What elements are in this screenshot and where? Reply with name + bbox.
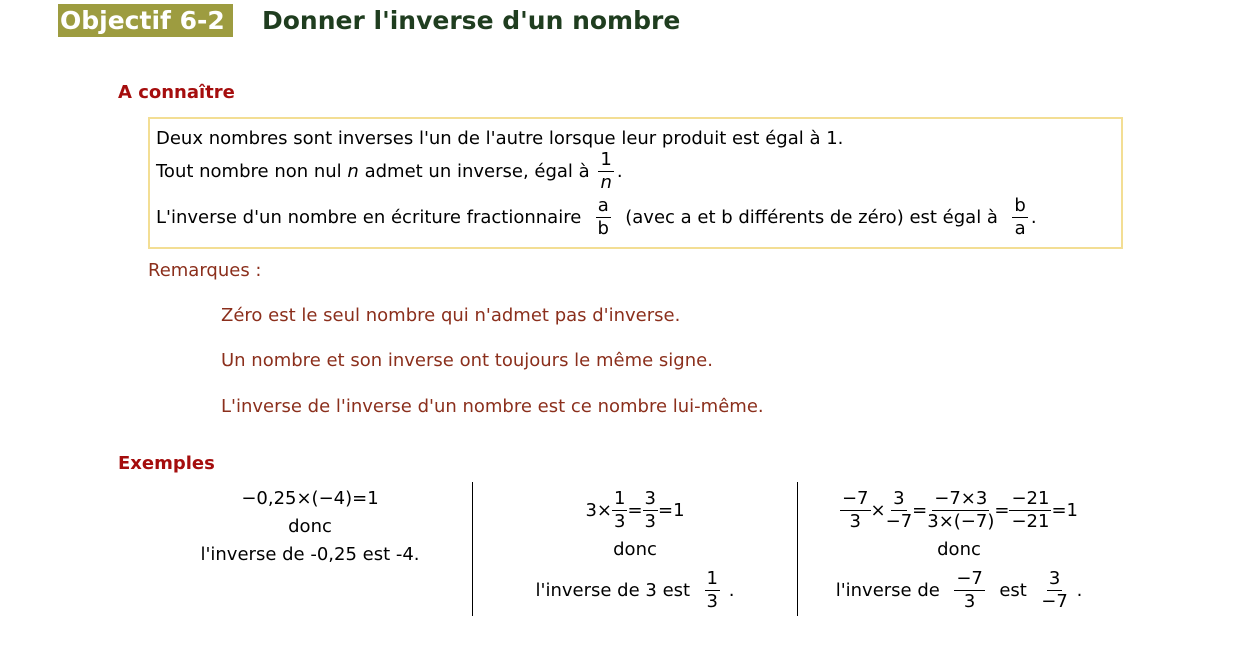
example-1-expression: −0,25×(−4)=1 <box>241 488 379 509</box>
fraction-numerator: a <box>597 194 609 216</box>
fraction-numerator: b <box>1014 194 1026 216</box>
fraction-a-over-b <box>596 194 611 239</box>
column-divider <box>472 482 473 616</box>
fraction <box>885 487 913 532</box>
fraction <box>954 567 985 612</box>
conclusion-period: . <box>728 579 735 601</box>
definition-box <box>148 117 1123 249</box>
line2-text-a: Tout nombre non nul <box>156 160 342 182</box>
objective-badge: Objectif 6-2 <box>58 4 233 37</box>
fraction-denominator: −7 <box>1041 590 1068 612</box>
fraction <box>840 487 871 532</box>
fraction-denominator: −7 <box>885 510 913 532</box>
expr-text: 3× <box>585 499 612 521</box>
example-3 <box>799 485 1119 615</box>
example-3-donc: donc <box>937 539 981 560</box>
column-divider <box>797 482 798 616</box>
fraction-numerator: 1 <box>706 567 718 589</box>
example-1-conclusion: l'inverse de -0,25 est -4. <box>200 544 420 565</box>
fraction-denominator: n <box>600 171 612 193</box>
expr-text: =1 <box>658 499 685 521</box>
fraction-denominator: −21 <box>1011 510 1050 532</box>
fraction-numerator: 1 <box>614 487 626 509</box>
line3-period: . <box>1030 206 1037 228</box>
example-3-conclusion <box>799 565 1119 615</box>
example-2-expression <box>474 485 796 535</box>
fraction-denominator: 3 <box>849 510 861 532</box>
example-1 <box>150 485 470 569</box>
conclusion-period: . <box>1076 579 1083 601</box>
fraction-denominator: 3×(−7) <box>927 510 995 532</box>
fraction-denominator: 3 <box>644 510 656 532</box>
equals-sign: = <box>627 499 643 521</box>
conclusion-text: l'inverse de 3 est <box>535 579 691 601</box>
fraction-denominator: 3 <box>706 590 718 612</box>
definition-line-3 <box>156 195 1037 239</box>
fraction-denominator: 3 <box>963 590 976 612</box>
expr-text: =1 <box>1051 499 1079 521</box>
example-2 <box>474 485 796 615</box>
fraction-numerator: −7×3 <box>934 487 988 509</box>
example-2-donc: donc <box>613 539 657 560</box>
remark-item: L'inverse de l'inverse d'un nombre est ce nombre lui-même. <box>221 396 764 417</box>
variable-n: n <box>347 160 359 182</box>
example-3-expression <box>799 485 1119 535</box>
fraction-denominator: a <box>1014 217 1026 239</box>
fraction-numerator: −7 <box>841 487 869 509</box>
page-title: Donner l'inverse d'un nombre <box>262 6 681 35</box>
remark-item: Zéro est le seul nombre qui n'admet pas d'inverse. <box>221 305 681 326</box>
fraction-numerator: 3 <box>893 487 905 509</box>
fraction <box>643 487 658 532</box>
fraction <box>612 487 627 532</box>
fraction <box>705 567 720 612</box>
line3-text-a: L'inverse d'un nombre en écriture fractionnaire <box>156 206 582 228</box>
know-heading: A connaître <box>118 82 235 103</box>
fraction-numerator: 1 <box>600 148 612 170</box>
equals-sign: = <box>994 499 1010 521</box>
fraction-numerator: 3 <box>644 487 656 509</box>
definition-line-1 <box>156 125 843 151</box>
definition-line-2 <box>156 149 623 193</box>
conclusion-text: est <box>999 579 1027 601</box>
fraction <box>927 487 995 532</box>
times-sign: × <box>870 499 886 521</box>
fraction-numerator: −7 <box>956 567 983 589</box>
line2-period: . <box>616 160 623 182</box>
equals-sign: = <box>912 499 928 521</box>
fraction <box>1041 567 1068 612</box>
remark-item: Un nombre et son inverse ont toujours le même signe. <box>221 350 713 371</box>
remarks-heading: Remarques : <box>148 260 262 281</box>
example-1-donc: donc <box>288 516 332 537</box>
fraction <box>1009 487 1051 532</box>
fraction-numerator: −21 <box>1011 487 1050 509</box>
example-2-conclusion <box>474 565 796 615</box>
conclusion-text: l'inverse de <box>835 579 940 601</box>
examples-heading: Exemples <box>118 453 215 474</box>
definition-line-1-text: Deux nombres sont inverses l'un de l'autre lorsque leur produit est égal à 1. <box>156 127 844 149</box>
fraction-numerator: 3 <box>1048 567 1061 589</box>
line3-text-b: (avec a et b différents de zéro) est égal à <box>625 206 998 228</box>
line2-text-b: admet un inverse, égal à <box>364 160 590 182</box>
fraction-b-over-a <box>1012 194 1027 239</box>
fraction-denominator: 3 <box>614 510 626 532</box>
fraction-1-over-n <box>598 148 613 193</box>
fraction-denominator: b <box>597 217 609 239</box>
